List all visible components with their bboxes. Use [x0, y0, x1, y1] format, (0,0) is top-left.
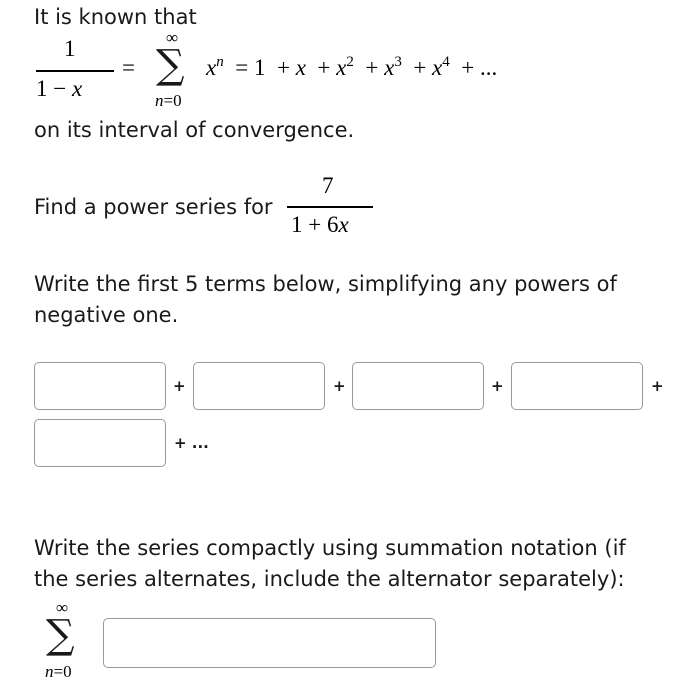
term-input-2[interactable] — [193, 362, 325, 410]
term-input-1[interactable] — [34, 362, 166, 410]
target-denominator: 1 + 6x — [291, 212, 349, 237]
summation-lower-limit: n=0 — [45, 662, 72, 681]
lhs-fraction-bar — [36, 70, 114, 72]
sigma-icon: ∑ — [156, 42, 185, 88]
plus-sign: + — [651, 377, 664, 395]
target-numerator: 7 — [322, 173, 334, 198]
summation-line-1: Write the series compactly using summation notation (if — [34, 536, 626, 560]
summation-input[interactable] — [103, 618, 436, 668]
sigma-icon: ∑ — [46, 612, 75, 658]
equals-sign: = — [122, 55, 135, 80]
instruction-line-1: Write the first 5 terms below, simplifying any powers of — [34, 272, 617, 296]
sum-upper-limit: ∞ — [166, 28, 179, 47]
lhs-numerator: 1 — [64, 36, 76, 61]
summation-upper-limit: ∞ — [56, 598, 69, 617]
intro-lead: It is known that — [34, 5, 197, 29]
term-input-3[interactable] — [352, 362, 484, 410]
instruction-line-2: negative one. — [34, 303, 179, 327]
lhs-denominator: 1 − x — [36, 76, 83, 101]
plus-sign: + — [491, 377, 504, 395]
series-expansion: $x^n = 1 + x + x^2 + x^3 + x^4$ + ... — [206, 54, 498, 80]
term-input-4[interactable] — [511, 362, 643, 410]
plus-sign: + — [173, 377, 186, 395]
term-input-5[interactable] — [34, 419, 166, 467]
plus-sign: + — [333, 377, 346, 395]
intro-trail: on its interval of convergence. — [34, 118, 355, 142]
sum-lower-limit: n=0 — [155, 91, 182, 110]
problem-prompt: Find a power series for — [34, 195, 273, 219]
series-tail: + ... — [174, 434, 209, 452]
target-fraction-bar — [287, 206, 373, 208]
summation-line-2: the series alternates, include the alternator separately): — [34, 567, 625, 591]
